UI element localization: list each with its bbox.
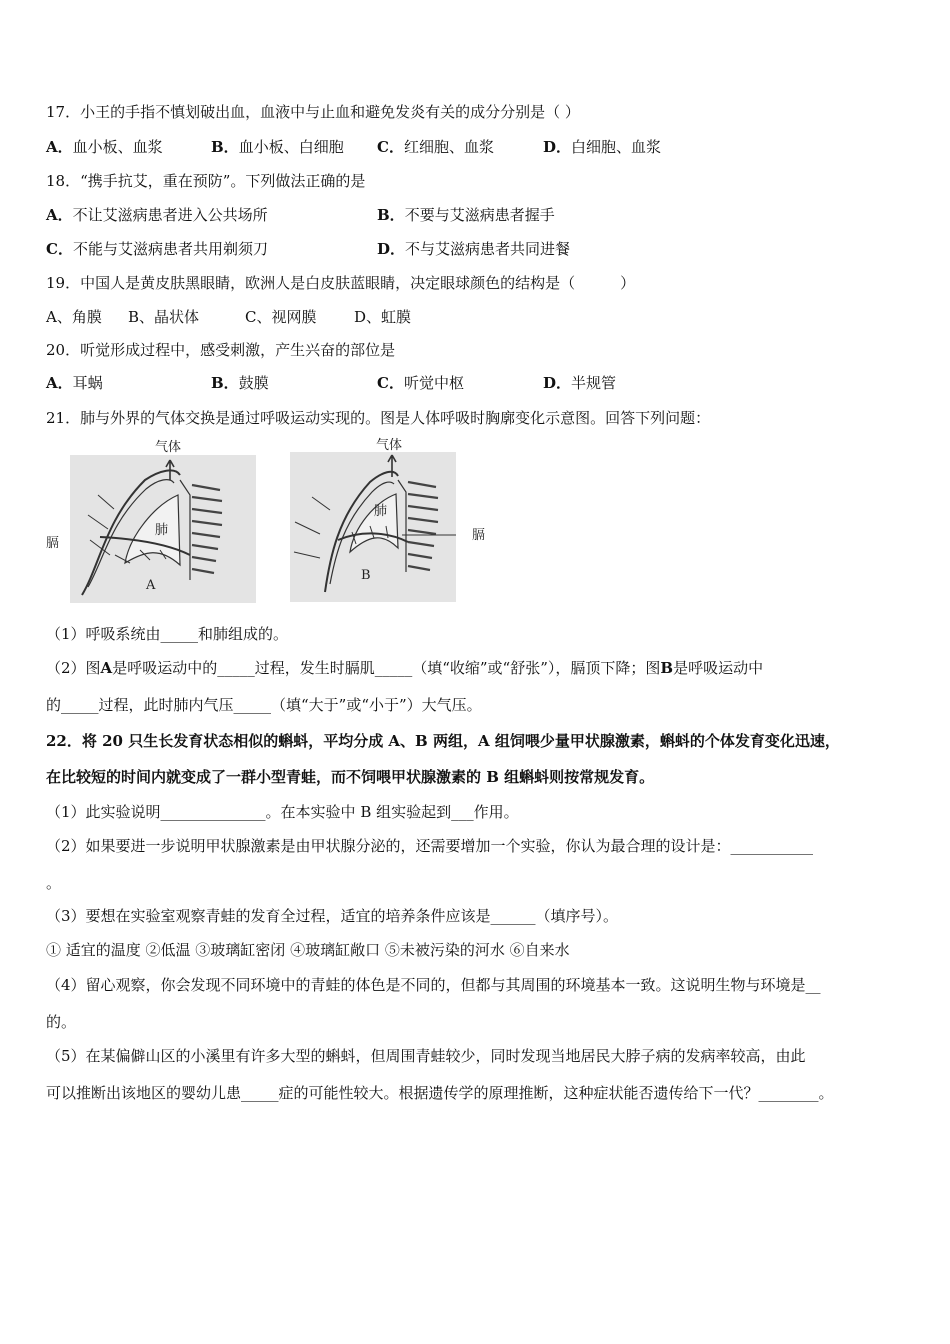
q19-option-c: C、视网膜	[245, 308, 317, 326]
q21-part2-figure-a-ref: A	[100, 659, 113, 677]
q21-stem: 21．肺与外界的气体交换是通过呼吸运动实现的。图是人体呼吸时胸廓变化示意图。回答下列问题：	[46, 409, 711, 427]
figure-b-lung-label: 肺	[374, 504, 388, 519]
q22-part5-end: 可以推断出该地区的婴幼儿患_____症的可能性较大。根据遗传学的原理推断，这种症状能否遗传给下一代？________。	[46, 1084, 834, 1102]
figure-b-diaphragm-label: 膈	[472, 528, 486, 543]
q20-option-d-text: 半规管	[571, 374, 617, 392]
q21-part2-text-b: 是呼吸运动中的_____过程，发生时膈肌_____（填“收缩”或“舒张”），膈顶下降；图	[112, 659, 661, 677]
figure-b-letter: B	[361, 568, 371, 583]
figure-a-gas-label: 气体	[155, 440, 182, 455]
q21-part2-line1	[46, 658, 763, 678]
q20-option-a	[46, 373, 103, 393]
q17-option-a-key: A．	[46, 138, 73, 156]
q20-option-c-key: C．	[377, 374, 404, 392]
q17-option-d	[543, 137, 661, 157]
q20-option-a-key: A．	[46, 374, 73, 392]
q22-stem-line1: 22．将 20 只生长发育状态相似的蝌蚪，平均分成 A、B 两组，A 组饲喂少量甲状腺激素，蝌蚪的个体发育变化迅速，	[46, 732, 840, 750]
q17-option-b-key: B．	[211, 138, 239, 156]
q18-option-a-key: A．	[46, 206, 73, 224]
q18-option-a-text: 不让艾滋病患者进入公共场所	[72, 206, 268, 224]
q20-option-a-text: 耳蜗	[72, 374, 103, 392]
q21-part2-figure-b-ref: B	[660, 659, 674, 677]
q19-option-d: D、虹膜	[354, 308, 412, 326]
q17-stem: 17．小王的手指不慎划破出血，血液中与止血和避免发炎有关的成分分别是（ ）	[46, 103, 580, 121]
q22-part4: （4）留心观察，你会发现不同环境中的青蛙的体色是不同的，但都与其周围的环境基本一致。这说明生物与环境是__	[46, 976, 821, 994]
q21-part1: （1）呼吸系统由_____和肺组成的。	[46, 625, 289, 643]
q18-option-b-key: B．	[377, 206, 405, 224]
q17-option-a	[46, 137, 163, 157]
q17-option-b	[211, 137, 344, 157]
q20-option-d-key: D．	[543, 374, 572, 392]
q20-stem: 20．听觉形成过程中，感受刺激，产生兴奋的部位是	[46, 341, 396, 359]
q22-stem-line2: 在比较短的时间内就变成了一群小型青蛙，而不饲喂甲状腺激素的 B 组蝌蚪则按常规发育。	[46, 768, 655, 786]
q19-option-b: B、晶状体	[128, 308, 200, 326]
q20-option-b-text: 鼓膜	[238, 374, 269, 392]
q21-part2-text-c: 是呼吸运动中	[673, 659, 764, 677]
q21-part2-line2: 的_____过程，此时肺内气压_____（填“大于”或“小于”）大气压。	[46, 696, 482, 714]
q17-option-c-text: 红细胞、血浆	[403, 138, 494, 156]
q18-option-d-text: 不与艾滋病患者共同进餐	[405, 240, 571, 258]
q20-option-b	[211, 373, 269, 393]
q18-option-b	[377, 205, 555, 225]
q17-option-d-text: 白细胞、血浆	[571, 138, 662, 156]
q18-option-c-key: C．	[46, 240, 73, 258]
q22-part4-end: 的。	[46, 1013, 77, 1031]
q18-option-c	[46, 239, 268, 259]
q22-part5: （5）在某偏僻山区的小溪里有许多大型的蝌蚪，但周围青蛙较少，同时发现当地居民大脖子病的发病率较高，由此	[46, 1047, 806, 1065]
q17-option-d-key: D．	[543, 138, 572, 156]
q22-part2-end: 。	[46, 874, 62, 892]
q18-option-b-text: 不要与艾滋病患者握手	[404, 206, 555, 224]
q22-part1: （1）此实验说明______________。在本实验中 B 组实验起到___作用。	[46, 803, 519, 821]
q20-option-c-text: 听觉中枢	[403, 374, 464, 392]
q20-option-d	[543, 373, 616, 393]
q18-option-d	[377, 239, 570, 259]
q18-option-d-key: D．	[377, 240, 406, 258]
q17-option-c-key: C．	[377, 138, 404, 156]
q19-stem: 19．中国人是黄皮肤黑眼睛，欧洲人是白皮肤蓝眼睛，决定眼球颜色的结构是（ ）	[46, 274, 636, 292]
figure-b-drawing	[290, 452, 456, 602]
q20-option-b-key: B．	[211, 374, 239, 392]
figure-a-lung-label: 肺	[155, 523, 169, 538]
q18-option-c-text: 不能与艾滋病患者共用剃须刀	[72, 240, 268, 258]
q20-option-c	[377, 373, 464, 393]
q22-part3-options: ① 适宜的温度 ②低温 ③玻璃缸密闭 ④玻璃缸敞口 ⑤未被污染的河水 ⑥自来水	[46, 941, 570, 959]
q21-part2-text-a: （2）图	[46, 659, 101, 677]
q18-option-a	[46, 205, 268, 225]
q17-option-a-text: 血小板、血浆	[72, 138, 163, 156]
figure-b-gas-label: 气体	[376, 438, 403, 453]
q19-option-a: A、角膜	[46, 308, 102, 326]
figure-a-diaphragm-label: 膈	[46, 536, 60, 551]
figure-a-letter: A	[146, 578, 156, 593]
q22-part3: （3）要想在实验室观察青蛙的发育全过程，适宜的培养条件应该是______（填序号）。	[46, 907, 619, 925]
q17-option-c	[377, 137, 494, 157]
q17-option-b-text: 血小板、白细胞	[238, 138, 344, 156]
q18-stem: 18．“携手抗艾，重在预防”。下列做法正确的是	[46, 172, 366, 190]
q22-part2: （2）如果要进一步说明甲状腺激素是由甲状腺分泌的，还需要增加一个实验，你认为最合理的设计是：___________	[46, 837, 814, 855]
